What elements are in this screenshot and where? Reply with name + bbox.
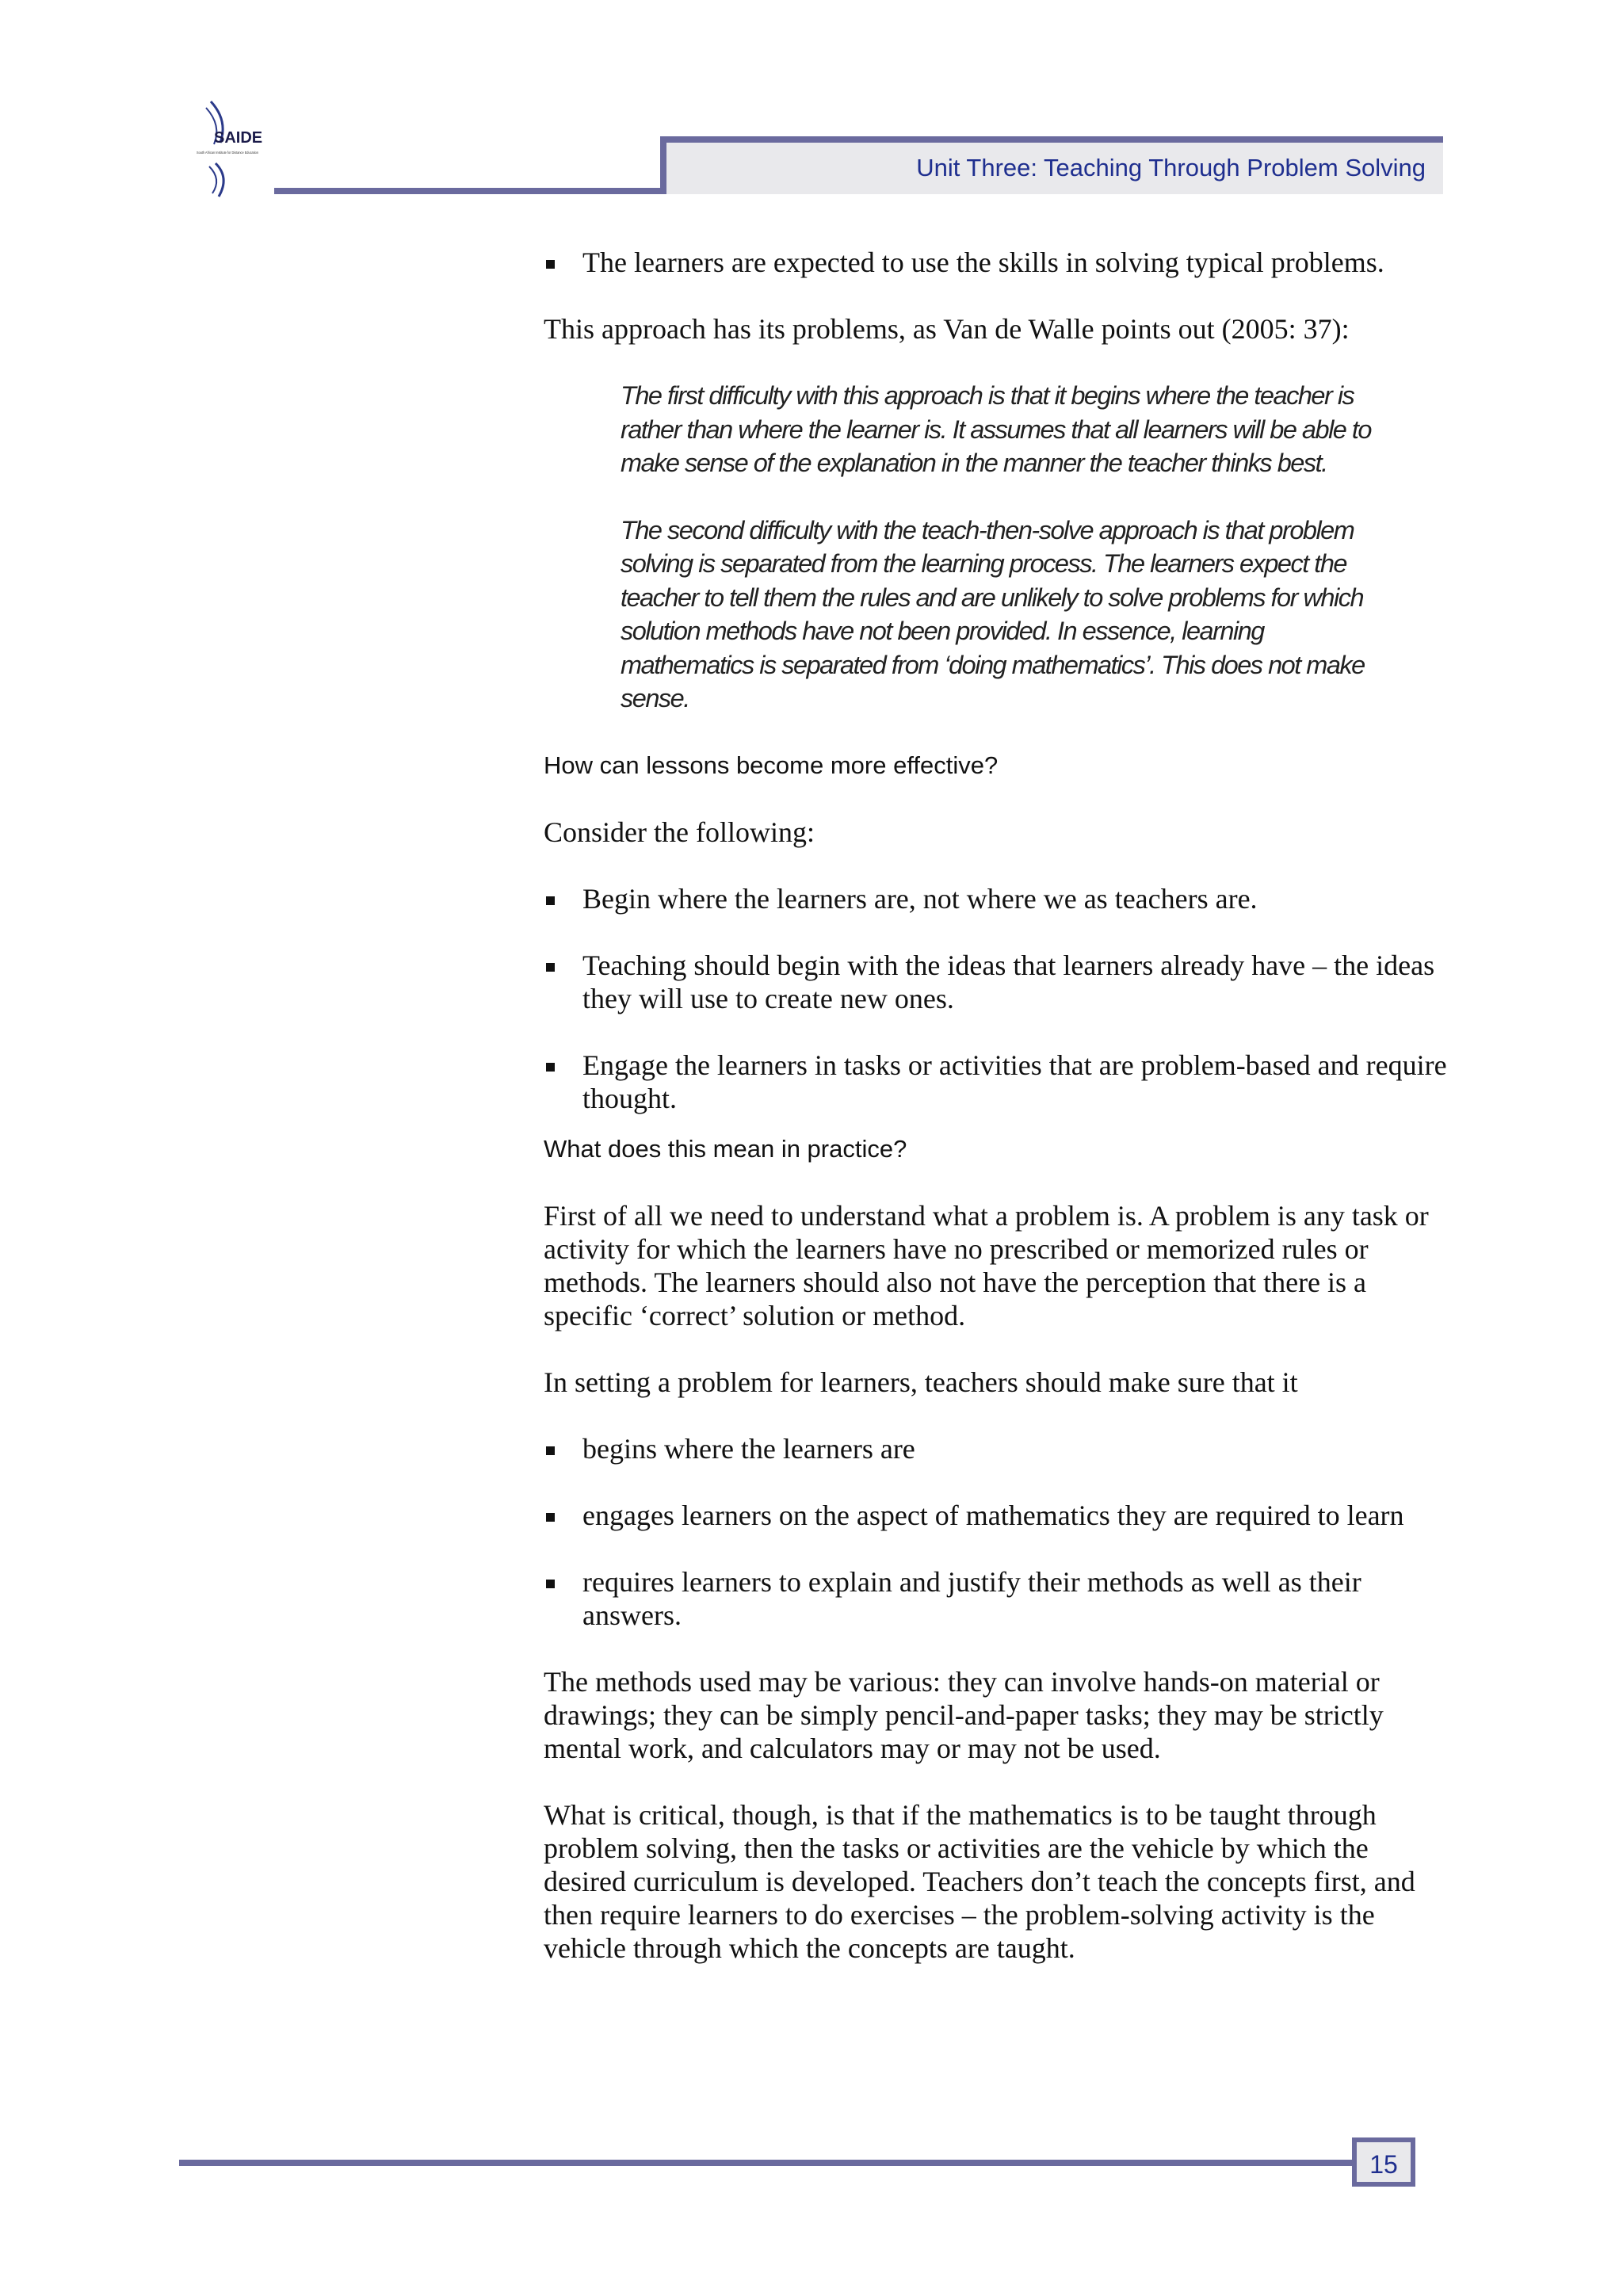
paragraph-methods: The methods used may be various: they can involve hands-on material or drawings; they can be simply pencil-and-paper tasks; they may be strictly mental work, and calculators may or may not be used. [544,1665,1384,1764]
saide-logo [187,97,282,200]
page-content [544,246,1447,1998]
list-item-text: Begin where the learners are, not where we as teachers are. [582,882,1258,915]
paragraph-problem-definition: First of all we need to understand what a problem is. A problem is any task or activity for which the learners have no prescribed or memorized rules or methods. The learners should also not have the perception that there is a specific ‘correct’ solution or method. [544,1199,1429,1331]
bullet-square-icon [546,963,555,972]
header-title-box [666,143,1443,194]
bullet-square-icon [546,1446,555,1455]
list-item-text: Engage the learners in tasks or activities that are problem-based and require thought. [582,1049,1447,1114]
list-item [544,1499,1447,1532]
header-rule-top [660,136,1443,143]
list-item-text: Teaching should begin with the ideas that learners already have – the ideas they will use to create new ones. [582,949,1435,1014]
footer-rule [179,2160,1352,2166]
bullet-square-icon [546,1580,555,1588]
header-rule-left [274,188,666,194]
list-item-text: begins where the learners are [582,1432,915,1465]
page-number: 15 [1369,2150,1398,2179]
list-item-text: requires learners to explain and justify their methods as well as their answers. [582,1565,1361,1631]
list-item [544,1565,1447,1632]
block-quote-2: The second difficulty with the teach-then-solve approach is that problem solving is separated from the learning process. The learners expect the teacher to tell them the rules and are unlikely to solve problems for which solution methods have not been provided. In essence, learning mathematics is separated from ‘doing mathematics’. This does not make sense. [621,515,1365,712]
list-item [544,949,1447,1015]
intro-paragraph: This approach has its problems, as Van de Walle points out (2005: 37): [544,313,1350,345]
top-bullet-list [544,246,1447,279]
block-quote-1: The first difficulty with this approach is that it begins where the teacher is rather than where the learner is. It assumes that all learners will be able to make sense of the explanation in the manner the teacher thinks best. [621,381,1372,477]
section-heading-in-practice: What does this mean in practice? [544,1134,907,1163]
consider-paragraph: Consider the following: [544,816,815,848]
header-title: Unit Three: Teaching Through Problem Solving [916,154,1426,181]
bullet-list-1 [544,882,1447,1115]
section-heading-effective-lessons: How can lessons become more effective? [544,751,999,779]
list-item [544,246,1447,279]
paragraph-setting-problem: In setting a problem for learners, teachers should make sure that it [544,1366,1298,1398]
page-number-box [1352,2137,1415,2187]
bullet-square-icon [546,1513,555,1522]
bullet-list-2 [544,1432,1447,1632]
list-item-text: The learners are expected to use the skills in solving typical problems. [582,246,1384,278]
bullet-square-icon [546,896,555,905]
bullet-square-icon [546,260,555,269]
list-item [544,1049,1447,1115]
paragraph-critical: What is critical, though, is that if the mathematics is to be taught through problem solving, then the tasks or activities are the vehicle by which the desired curriculum is developed. Teachers don’t teach the concepts first, and then require learners to do exercises – the problem-solving activity is the vehicle through which the concepts are taught. [544,1798,1415,1964]
logo-subtext: South African Institute for Distance Education [197,151,259,155]
list-item [544,1432,1447,1465]
list-item [544,882,1447,915]
logo-text: SAIDE [214,129,263,147]
list-item-text: engages learners on the aspect of mathematics they are required to learn [582,1499,1404,1531]
header-rule-vertical [660,136,666,194]
bullet-square-icon [546,1063,555,1072]
